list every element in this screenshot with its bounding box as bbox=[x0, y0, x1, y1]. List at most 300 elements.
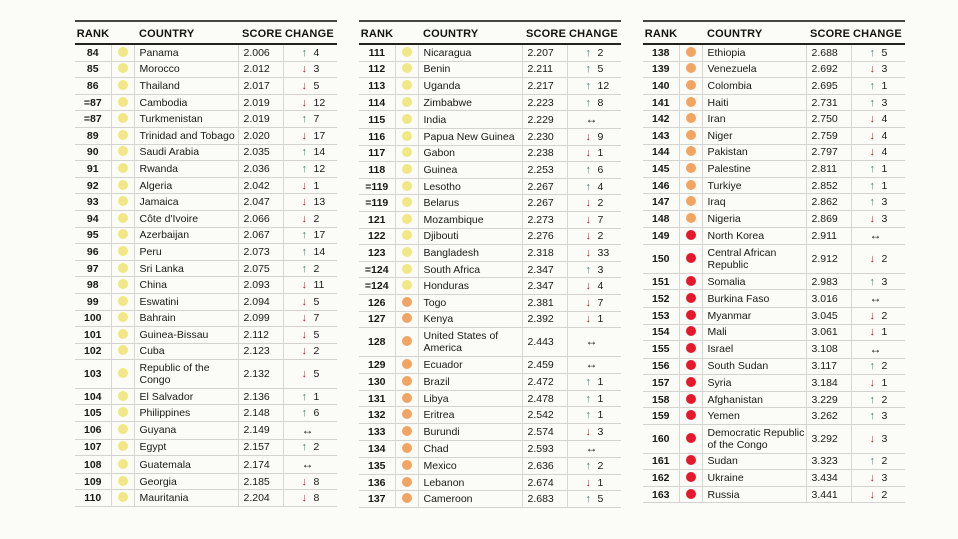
score-cell: 2.811 bbox=[806, 161, 851, 178]
table-row bbox=[359, 424, 621, 441]
risk-dot-cell bbox=[111, 293, 134, 310]
orange-dot-icon bbox=[686, 47, 696, 57]
country-cell: India bbox=[418, 111, 522, 129]
country-cell: Panama bbox=[134, 44, 238, 61]
table-row bbox=[75, 422, 337, 440]
table-row bbox=[75, 210, 337, 227]
down-arrow-icon: ↓ bbox=[301, 63, 307, 76]
orange-dot-icon bbox=[402, 376, 412, 386]
score-cell: 2.276 bbox=[522, 228, 567, 245]
change-cell bbox=[283, 310, 337, 327]
table-row bbox=[75, 177, 337, 194]
yellow-dot-icon bbox=[118, 196, 128, 206]
risk-dot-cell bbox=[111, 490, 134, 507]
country-cell: Myanmar bbox=[702, 307, 806, 324]
change-value: 12 bbox=[597, 79, 610, 92]
rank-cell: =87 bbox=[75, 94, 111, 111]
score-cell: 2.047 bbox=[238, 194, 283, 211]
score-cell: 2.185 bbox=[238, 473, 283, 490]
risk-dot-cell bbox=[679, 177, 702, 194]
change-cell bbox=[283, 161, 337, 178]
orange-dot-icon bbox=[402, 336, 412, 346]
orange-dot-icon bbox=[402, 493, 412, 503]
risk-dot-cell bbox=[111, 439, 134, 456]
score-cell: 2.574 bbox=[522, 424, 567, 441]
score-cell: 2.674 bbox=[522, 474, 567, 491]
score-cell: 2.911 bbox=[806, 227, 851, 245]
orange-dot-icon bbox=[402, 477, 412, 487]
change-value: 5 bbox=[597, 493, 604, 506]
red-dot-icon bbox=[686, 276, 696, 286]
table-row bbox=[643, 486, 905, 503]
no-change-icon: ↔ bbox=[301, 422, 314, 437]
risk-dot-cell bbox=[679, 273, 702, 290]
table-row bbox=[359, 374, 621, 391]
country-cell: South Africa bbox=[418, 261, 522, 278]
country-cell: Peru bbox=[134, 244, 238, 261]
change-cell bbox=[283, 343, 337, 360]
dot-column-header bbox=[679, 21, 702, 44]
table-row bbox=[643, 127, 905, 144]
down-arrow-icon: ↓ bbox=[301, 179, 307, 192]
country-cell: Nigeria bbox=[702, 210, 806, 227]
yellow-dot-icon bbox=[402, 80, 412, 90]
table-row bbox=[75, 277, 337, 294]
table-row bbox=[75, 227, 337, 244]
rank-cell: 138 bbox=[643, 44, 679, 61]
score-cell: 2.238 bbox=[522, 145, 567, 162]
yellow-dot-icon bbox=[118, 368, 128, 378]
table-row bbox=[643, 391, 905, 408]
change-cell bbox=[283, 490, 337, 507]
rank-cell: 139 bbox=[643, 61, 679, 78]
country-cell: Somalia bbox=[702, 273, 806, 290]
table-row bbox=[359, 128, 621, 145]
change-value: 1 bbox=[597, 313, 604, 326]
risk-dot-cell bbox=[395, 178, 418, 195]
country-column-header: COUNTRY bbox=[418, 21, 522, 44]
yellow-dot-icon bbox=[402, 247, 412, 257]
rank-cell: 149 bbox=[643, 227, 679, 245]
table-header-row bbox=[359, 21, 621, 44]
rank-cell: 153 bbox=[643, 307, 679, 324]
table-row bbox=[359, 440, 621, 458]
down-arrow-icon: ↓ bbox=[869, 252, 875, 265]
change-column-header: CHANGE bbox=[851, 21, 905, 44]
rank-cell: 122 bbox=[359, 228, 395, 245]
score-cell: 2.750 bbox=[806, 111, 851, 128]
risk-dot-cell bbox=[395, 145, 418, 162]
score-cell: 3.434 bbox=[806, 470, 851, 487]
score-column-header: SCORE bbox=[522, 21, 567, 44]
country-cell: Ukraine bbox=[702, 470, 806, 487]
table-row bbox=[75, 127, 337, 144]
orange-dot-icon bbox=[686, 213, 696, 223]
orange-dot-icon bbox=[686, 196, 696, 206]
dot-column-header bbox=[395, 21, 418, 44]
up-arrow-icon: ↑ bbox=[301, 146, 307, 159]
rank-cell: 148 bbox=[643, 210, 679, 227]
rank-cell: 140 bbox=[643, 78, 679, 95]
rank-column-header: RANK bbox=[643, 21, 679, 44]
change-cell bbox=[567, 261, 621, 278]
country-cell: Lebanon bbox=[418, 474, 522, 491]
country-cell: Lesotho bbox=[418, 178, 522, 195]
down-arrow-icon: ↓ bbox=[301, 79, 307, 92]
rank-cell: 117 bbox=[359, 145, 395, 162]
red-dot-icon bbox=[686, 230, 696, 240]
rank-cell: 106 bbox=[75, 422, 111, 440]
yellow-dot-icon bbox=[118, 492, 128, 502]
change-value: 2 bbox=[313, 441, 320, 454]
change-cell bbox=[567, 440, 621, 458]
orange-dot-icon bbox=[686, 130, 696, 140]
change-cell bbox=[851, 375, 905, 392]
country-cell: Yemen bbox=[702, 408, 806, 425]
change-cell bbox=[567, 311, 621, 328]
country-cell: Honduras bbox=[418, 278, 522, 295]
risk-dot-cell bbox=[111, 327, 134, 344]
up-arrow-icon: ↑ bbox=[869, 96, 875, 109]
table-row bbox=[359, 228, 621, 245]
red-dot-icon bbox=[686, 253, 696, 263]
change-cell bbox=[283, 78, 337, 95]
rank-cell: 105 bbox=[75, 405, 111, 422]
orange-dot-icon bbox=[686, 97, 696, 107]
yellow-dot-icon bbox=[118, 113, 128, 123]
rank-cell: 154 bbox=[643, 324, 679, 341]
score-cell: 2.174 bbox=[238, 456, 283, 474]
rank-cell: 128 bbox=[359, 328, 395, 357]
orange-dot-icon bbox=[686, 63, 696, 73]
up-arrow-icon: ↑ bbox=[585, 493, 591, 506]
change-value: 1 bbox=[881, 377, 888, 390]
change-value: 5 bbox=[881, 46, 888, 59]
table-row bbox=[75, 94, 337, 111]
rank-cell: 116 bbox=[359, 128, 395, 145]
risk-dot-cell bbox=[679, 245, 702, 274]
score-cell: 2.347 bbox=[522, 261, 567, 278]
rank-cell: =119 bbox=[359, 195, 395, 212]
change-value: 12 bbox=[313, 162, 326, 175]
red-dot-icon bbox=[686, 293, 696, 303]
risk-dot-cell bbox=[111, 422, 134, 440]
score-cell: 2.852 bbox=[806, 177, 851, 194]
yellow-dot-icon bbox=[118, 213, 128, 223]
down-arrow-icon: ↓ bbox=[585, 197, 591, 210]
change-cell bbox=[851, 245, 905, 274]
down-arrow-icon: ↓ bbox=[585, 296, 591, 309]
up-arrow-icon: ↑ bbox=[869, 162, 875, 175]
change-value: 2 bbox=[313, 345, 320, 358]
up-arrow-icon: ↑ bbox=[301, 441, 307, 454]
yellow-dot-icon bbox=[402, 214, 412, 224]
risk-dot-cell bbox=[679, 44, 702, 61]
red-dot-icon bbox=[686, 360, 696, 370]
risk-dot-cell bbox=[395, 162, 418, 179]
risk-dot-cell bbox=[395, 390, 418, 407]
rank-column-header: RANK bbox=[75, 21, 111, 44]
risk-dot-cell bbox=[679, 307, 702, 324]
change-cell bbox=[851, 44, 905, 61]
orange-dot-icon bbox=[686, 113, 696, 123]
down-arrow-icon: ↓ bbox=[301, 196, 307, 209]
risk-dot-cell bbox=[395, 374, 418, 391]
change-cell bbox=[283, 327, 337, 344]
change-value: 13 bbox=[313, 196, 326, 209]
score-cell: 2.006 bbox=[238, 44, 283, 61]
rank-cell: 127 bbox=[359, 311, 395, 328]
score-cell: 2.692 bbox=[806, 61, 851, 78]
rank-cell: 146 bbox=[643, 177, 679, 194]
up-arrow-icon: ↑ bbox=[301, 162, 307, 175]
risk-dot-cell bbox=[679, 408, 702, 425]
score-cell: 2.392 bbox=[522, 311, 567, 328]
change-value: 4 bbox=[881, 113, 888, 126]
red-dot-icon bbox=[686, 377, 696, 387]
change-cell bbox=[283, 277, 337, 294]
down-arrow-icon: ↓ bbox=[869, 472, 875, 485]
country-cell: Sri Lanka bbox=[134, 260, 238, 277]
yellow-dot-icon bbox=[118, 424, 128, 434]
yellow-dot-icon bbox=[118, 229, 128, 239]
rank-cell: 118 bbox=[359, 162, 395, 179]
change-cell bbox=[567, 195, 621, 212]
risk-dot-cell bbox=[679, 486, 702, 503]
change-cell bbox=[567, 328, 621, 357]
table-row bbox=[643, 470, 905, 487]
rank-cell: 113 bbox=[359, 78, 395, 95]
risk-dot-cell bbox=[395, 458, 418, 475]
risk-dot-cell bbox=[679, 210, 702, 227]
change-cell bbox=[567, 424, 621, 441]
country-cell: Israel bbox=[702, 341, 806, 359]
country-cell: Iran bbox=[702, 111, 806, 128]
rank-cell: 142 bbox=[643, 111, 679, 128]
score-cell: 2.267 bbox=[522, 178, 567, 195]
change-value: 14 bbox=[313, 245, 326, 258]
table-row bbox=[643, 358, 905, 375]
country-cell: Brazil bbox=[418, 374, 522, 391]
yellow-dot-icon bbox=[118, 459, 128, 469]
table-row bbox=[75, 260, 337, 277]
change-cell bbox=[567, 356, 621, 374]
table-row bbox=[643, 144, 905, 161]
score-cell: 3.061 bbox=[806, 324, 851, 341]
rank-cell: 89 bbox=[75, 127, 111, 144]
down-arrow-icon: ↓ bbox=[869, 488, 875, 501]
red-dot-icon bbox=[686, 326, 696, 336]
change-cell bbox=[851, 61, 905, 78]
table-row bbox=[643, 341, 905, 359]
rank-cell: 161 bbox=[643, 453, 679, 470]
change-cell bbox=[851, 177, 905, 194]
country-cell: Nicaragua bbox=[418, 44, 522, 61]
country-cell: Papua New Guinea bbox=[418, 128, 522, 145]
up-arrow-icon: ↑ bbox=[301, 390, 307, 403]
yellow-dot-icon bbox=[118, 441, 128, 451]
change-cell bbox=[283, 244, 337, 261]
down-arrow-icon: ↓ bbox=[301, 212, 307, 225]
risk-dot-cell bbox=[111, 111, 134, 128]
yellow-dot-icon bbox=[402, 164, 412, 174]
change-value: 1 bbox=[597, 376, 604, 389]
table-row bbox=[359, 61, 621, 78]
table-row bbox=[643, 375, 905, 392]
rank-cell: 136 bbox=[359, 474, 395, 491]
change-cell bbox=[567, 162, 621, 179]
table-row bbox=[359, 211, 621, 228]
country-cell: Djibouti bbox=[418, 228, 522, 245]
rank-cell: 133 bbox=[359, 424, 395, 441]
up-arrow-icon: ↑ bbox=[301, 229, 307, 242]
yellow-dot-icon bbox=[402, 47, 412, 57]
score-cell: 2.123 bbox=[238, 343, 283, 360]
country-cell: Haiti bbox=[702, 94, 806, 111]
orange-dot-icon bbox=[402, 443, 412, 453]
change-value: 1 bbox=[597, 392, 604, 405]
down-arrow-icon: ↓ bbox=[585, 130, 591, 143]
change-value: 4 bbox=[881, 146, 888, 159]
country-cell: Côte d'Ivoire bbox=[134, 210, 238, 227]
rank-cell: 163 bbox=[643, 486, 679, 503]
table-row bbox=[75, 456, 337, 474]
risk-dot-cell bbox=[111, 78, 134, 95]
change-cell bbox=[567, 178, 621, 195]
score-cell: 2.459 bbox=[522, 356, 567, 374]
risk-dot-cell bbox=[395, 278, 418, 295]
score-cell: 2.688 bbox=[806, 44, 851, 61]
table-row bbox=[75, 111, 337, 128]
change-value: 5 bbox=[313, 79, 320, 92]
risk-dot-cell bbox=[395, 61, 418, 78]
country-cell: Zimbabwe bbox=[418, 94, 522, 111]
risk-dot-cell bbox=[395, 261, 418, 278]
country-cell: Cambodia bbox=[134, 94, 238, 111]
risk-dot-cell bbox=[111, 244, 134, 261]
up-arrow-icon: ↑ bbox=[585, 180, 591, 193]
risk-dot-cell bbox=[111, 177, 134, 194]
country-cell: Georgia bbox=[134, 473, 238, 490]
change-cell bbox=[567, 111, 621, 129]
table-row bbox=[643, 273, 905, 290]
up-arrow-icon: ↑ bbox=[869, 196, 875, 209]
risk-dot-cell bbox=[111, 210, 134, 227]
score-cell: 2.695 bbox=[806, 78, 851, 95]
rank-cell: 90 bbox=[75, 144, 111, 161]
risk-dot-cell bbox=[395, 407, 418, 424]
risk-dot-cell bbox=[111, 44, 134, 61]
down-arrow-icon: ↓ bbox=[585, 425, 591, 438]
country-cell: South Sudan bbox=[702, 358, 806, 375]
risk-dot-cell bbox=[111, 127, 134, 144]
risk-dot-cell bbox=[679, 127, 702, 144]
up-arrow-icon: ↑ bbox=[869, 275, 875, 288]
change-cell bbox=[567, 245, 621, 262]
up-arrow-icon: ↑ bbox=[301, 46, 307, 59]
up-arrow-icon: ↑ bbox=[301, 245, 307, 258]
table-row bbox=[359, 407, 621, 424]
yellow-dot-icon bbox=[118, 146, 128, 156]
score-cell: 2.759 bbox=[806, 127, 851, 144]
score-cell: 2.099 bbox=[238, 310, 283, 327]
change-cell bbox=[567, 407, 621, 424]
rank-cell: 95 bbox=[75, 227, 111, 244]
up-arrow-icon: ↑ bbox=[585, 96, 591, 109]
country-cell: Gabon bbox=[418, 145, 522, 162]
change-cell bbox=[851, 273, 905, 290]
country-cell: Turkiye bbox=[702, 177, 806, 194]
score-cell: 2.094 bbox=[238, 293, 283, 310]
score-cell: 2.636 bbox=[522, 458, 567, 475]
rank-cell: 104 bbox=[75, 388, 111, 405]
change-value: 2 bbox=[881, 393, 888, 406]
score-column-header: SCORE bbox=[806, 21, 851, 44]
no-change-icon: ↔ bbox=[585, 357, 598, 372]
risk-dot-cell bbox=[395, 195, 418, 212]
risk-dot-cell bbox=[111, 343, 134, 360]
change-value: 3 bbox=[881, 212, 888, 225]
country-cell: Eritrea bbox=[418, 407, 522, 424]
change-value: 4 bbox=[881, 129, 888, 142]
country-cell: Uganda bbox=[418, 78, 522, 95]
change-value: 1 bbox=[313, 179, 320, 192]
yellow-dot-icon bbox=[118, 80, 128, 90]
up-arrow-icon: ↑ bbox=[869, 179, 875, 192]
score-cell: 2.472 bbox=[522, 374, 567, 391]
rank-cell: =87 bbox=[75, 111, 111, 128]
table-row bbox=[643, 307, 905, 324]
red-dot-icon bbox=[686, 343, 696, 353]
change-cell bbox=[283, 227, 337, 244]
rank-cell: 132 bbox=[359, 407, 395, 424]
up-arrow-icon: ↑ bbox=[301, 407, 307, 420]
country-cell: Cameroon bbox=[418, 491, 522, 508]
country-cell: Turkmenistan bbox=[134, 111, 238, 128]
table-row bbox=[359, 278, 621, 295]
risk-dot-cell bbox=[679, 341, 702, 359]
country-cell: United States of America bbox=[418, 328, 522, 357]
change-cell bbox=[567, 228, 621, 245]
down-arrow-icon: ↓ bbox=[869, 113, 875, 126]
change-value: 7 bbox=[597, 296, 604, 309]
country-cell: Algeria bbox=[134, 177, 238, 194]
rank-cell: 135 bbox=[359, 458, 395, 475]
change-cell bbox=[567, 458, 621, 475]
change-cell bbox=[851, 194, 905, 211]
down-arrow-icon: ↓ bbox=[869, 309, 875, 322]
country-cell: Central African Republic bbox=[702, 245, 806, 274]
country-cell: Togo bbox=[418, 294, 522, 311]
change-value: 2 bbox=[881, 488, 888, 501]
score-cell: 2.731 bbox=[806, 94, 851, 111]
score-cell: 2.075 bbox=[238, 260, 283, 277]
down-arrow-icon: ↓ bbox=[301, 475, 307, 488]
change-cell bbox=[283, 194, 337, 211]
yellow-dot-icon bbox=[118, 163, 128, 173]
risk-dot-cell bbox=[111, 260, 134, 277]
down-arrow-icon: ↓ bbox=[585, 246, 591, 259]
rank-cell: 108 bbox=[75, 456, 111, 474]
change-value: 1 bbox=[881, 79, 888, 92]
country-cell: Syria bbox=[702, 375, 806, 392]
risk-dot-cell bbox=[679, 391, 702, 408]
change-value: 3 bbox=[881, 96, 888, 109]
country-cell: Bahrain bbox=[134, 310, 238, 327]
down-arrow-icon: ↓ bbox=[869, 432, 875, 445]
red-dot-icon bbox=[686, 455, 696, 465]
table-row bbox=[359, 294, 621, 311]
